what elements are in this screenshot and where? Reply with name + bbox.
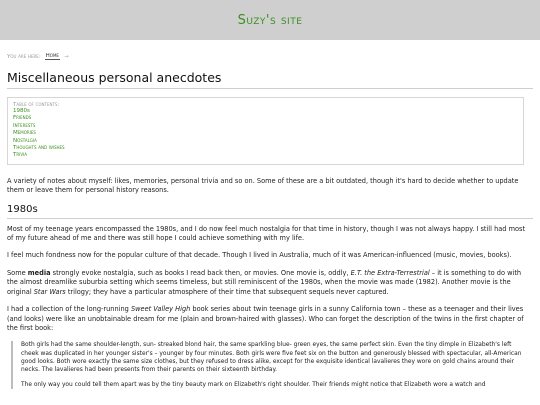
page-title: Miscellaneous personal anecdotes	[7, 70, 533, 89]
paragraph-sweet-valley	[7, 305, 533, 333]
site-header	[0, 0, 540, 40]
toc-item-trivia[interactable]: Trivia	[13, 152, 27, 159]
toc-item-nostalgia[interactable]: Nostalgia	[13, 137, 37, 144]
table-of-contents	[7, 97, 524, 165]
site-title[interactable]: Suzy's site	[237, 12, 303, 28]
section-heading-1980s: 1980s	[7, 204, 533, 219]
movie-title-et: E.T. the Extra-Terrestrial	[350, 268, 430, 277]
paragraph-teenage-years: Most of my teenage years encompassed the 1980s, and I do now feel much nostalgia for that time in history, though I was not always happy. I still had most of my future ahead of me and there was still hope I could achieve something with my life.	[7, 224, 526, 243]
toc-item-thoughts-and-wishes[interactable]: Thoughts and wishes	[13, 145, 65, 152]
quote-paragraph-1: Both girls had the same shoulder-length, sun- streaked blond hair, the same sparkling blue- green eyes, the same perfect skin. Even the tiny dimple in Elizabeth's left cheek was duplicated in her younger sister's – younger by four minutes. Both girls were five feet six on the button and generously blessed with spectacular, all-American good looks. Both wore exactly the same size clothes, but they refused to dress alike, except for the exquisite identical lavalieres they wore on gold chains around their necks. The lavalieres had been presents from their parents on their sixteenth birthday.	[21, 342, 522, 373]
text-span: book series about twin teenage girls in a sunny California town – these as a teenager and their lives (and looks) were like an unobtainable dream for me (plain and brown-haired with glasses). Who can forget the description of the twins in the first chapter of the first book:	[7, 305, 524, 332]
media-link[interactable]: media	[27, 268, 51, 277]
toc-item-interests[interactable]: Interests	[13, 122, 36, 129]
toc-item-memories[interactable]: Memories	[13, 130, 36, 137]
text-span: Some	[7, 268, 28, 277]
toc-title: Table of contents:	[13, 102, 60, 108]
quote-paragraph-2: The only way you could tell them apart was by the tiny beauty mark on Elizabeth's right shoulder. Their friends might notice that Elizabeth wore a watch and	[21, 382, 486, 389]
breadcrumb-prefix: You are here:	[7, 53, 41, 60]
toc-item-friends[interactable]: Friends	[13, 115, 32, 122]
text-span: strongly evoke nostalgia, such as books I read back then, or movies. One movie is, oddly,	[50, 268, 351, 277]
page-content	[0, 53, 540, 389]
paragraph-media	[7, 269, 533, 297]
book-title-sweet-valley-high: Sweet Valley High	[130, 305, 191, 314]
toc-item-1980s[interactable]: 1980s	[13, 108, 30, 114]
breadcrumb	[7, 53, 533, 60]
text-span: trilogy; they have a particular atmosphere of their time that subsequent sequels never captured.	[65, 287, 389, 296]
text-span: – it is something to do with the almost dreamlike suburbia setting which seems timeless, but still reminiscent of the 1980s, when the movie was made (1982). Another movie is the original	[7, 268, 522, 296]
paragraph-popular-culture: I feel much fondness now for the popular culture of that decade. Though I lived in Australia, much of it was American-influenced (music, movies, books).	[7, 251, 512, 260]
blockquote	[11, 341, 533, 389]
text-span: I had a collection of the long-running	[7, 305, 131, 314]
intro-paragraph: A variety of notes about myself: likes, memories, personal trivia and so on. Some of these are a bit outdated, though it's hard to decide whether to update them or leave them for personal history reasons.	[7, 176, 519, 195]
movie-title-star-wars: Star Wars	[33, 287, 66, 296]
breadcrumb-home-link[interactable]: Home	[45, 53, 59, 59]
breadcrumb-arrow-icon: →	[63, 53, 69, 60]
